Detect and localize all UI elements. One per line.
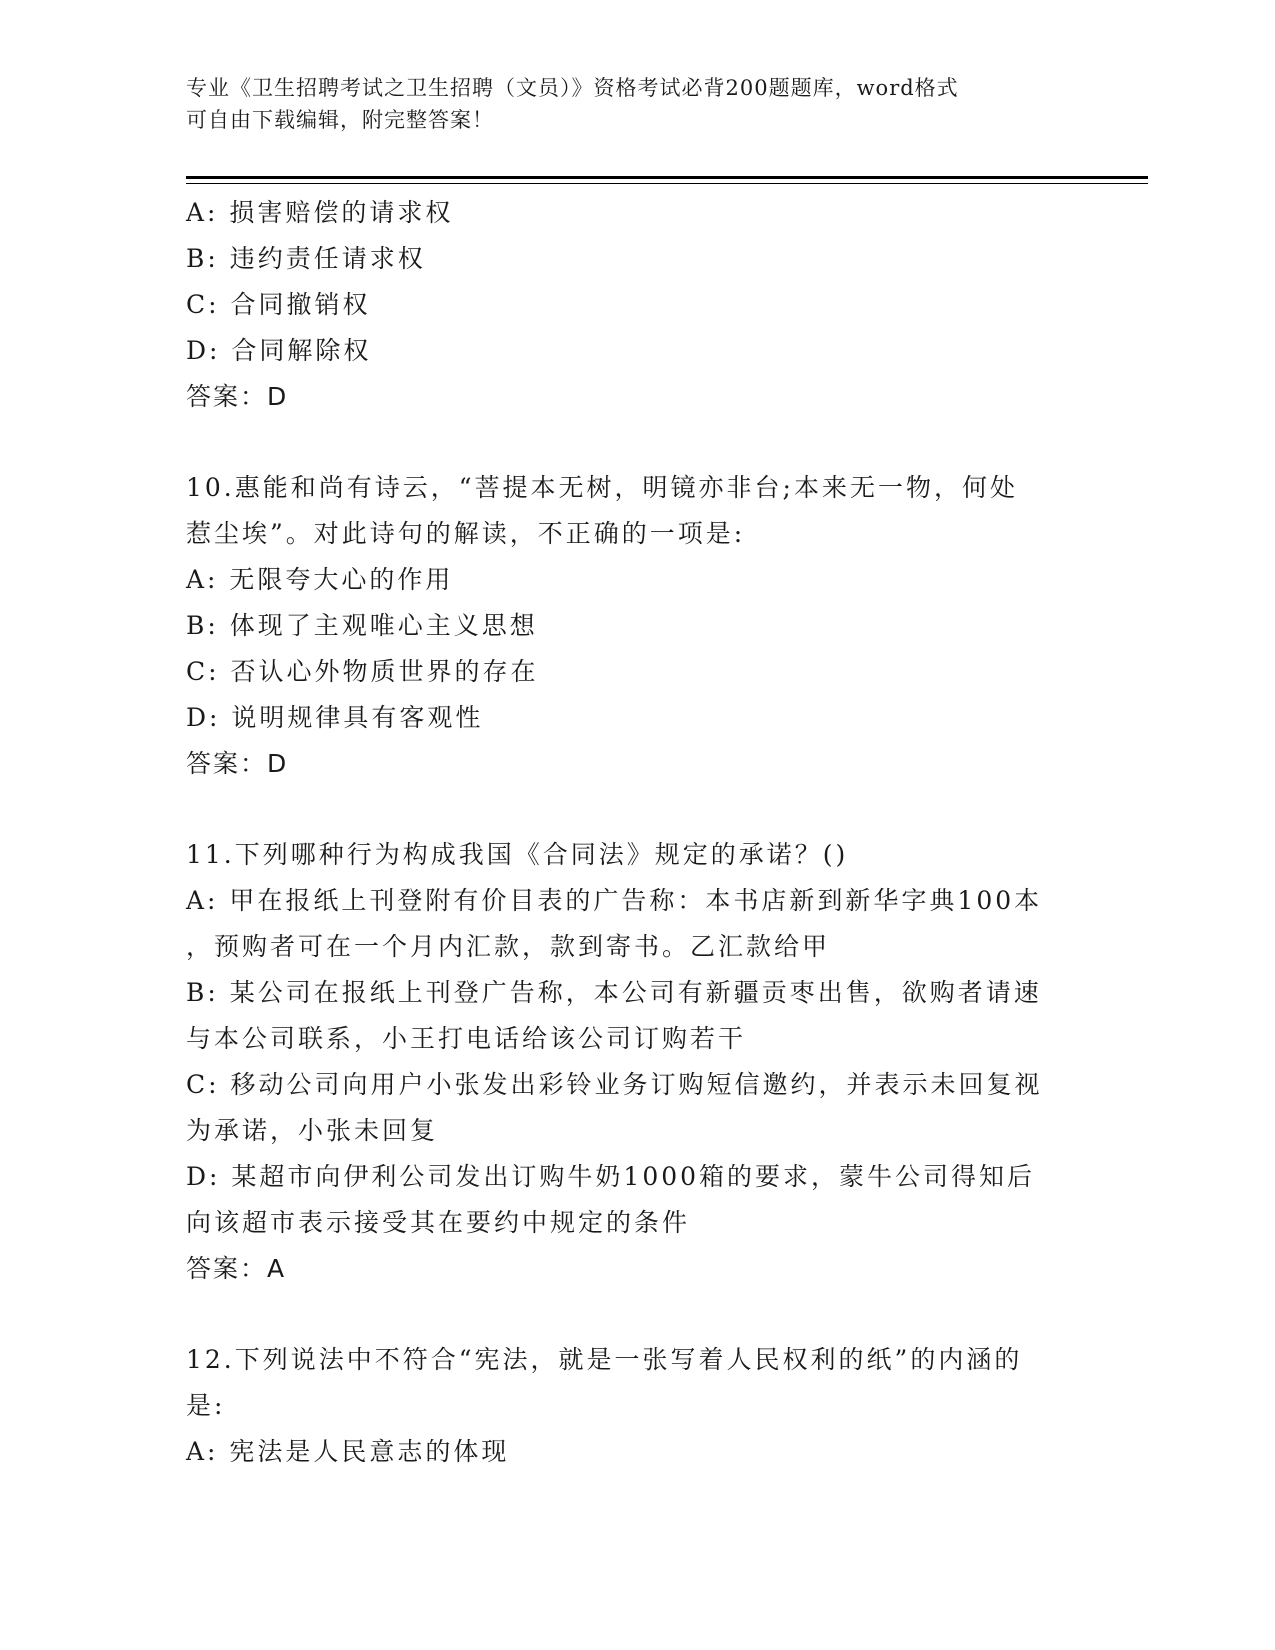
option-a-continued: ，预购者可在一个月内汇款，款到寄书。乙汇款给甲	[186, 932, 831, 961]
question-stem: 10.惠能和尚有诗云，“菩提本无树，明镜亦非台;本来无一物，何处	[186, 473, 1018, 502]
question-stem: 11.下列哪种行为构成我国《合同法》规定的承诺？()	[186, 840, 849, 869]
question-stem-continued: 是:	[186, 1391, 226, 1420]
header-title-line-1: 专业《卫生招聘考试之卫生招聘（文员）》资格考试必背200题题库，word格式	[186, 76, 959, 100]
option-c: C: 否认心外物质世界的存在	[186, 657, 539, 686]
option-b: B: 体现了主观唯心主义思想	[186, 611, 538, 640]
question-11	[186, 832, 1086, 1292]
question-10	[186, 465, 1086, 787]
option-a: A: 损害赔偿的请求权	[186, 198, 454, 227]
question-9	[186, 190, 1086, 420]
option-b: B: 某公司在报纸上刊登广告称，本公司有新疆贡枣出售，欲购者请速	[186, 978, 1042, 1007]
option-d-continued: 向该超市表示接受其在要约中规定的条件	[186, 1208, 691, 1237]
question-list	[186, 190, 1086, 1475]
option-a: A: 宪法是人民意志的体现	[186, 1437, 510, 1466]
option-a: A: 无限夸大心的作用	[186, 565, 454, 594]
question-12	[186, 1337, 1086, 1475]
header-title-line-2: 可自由下载编辑，附完整答案！	[186, 108, 494, 132]
header-divider-thick	[186, 176, 1148, 179]
option-c-continued: 为承诺，小张未回复	[186, 1116, 439, 1145]
answer: 答案：D	[186, 749, 289, 778]
spacer	[186, 787, 1086, 832]
question-stem: 12.下列说法中不符合“宪法，就是一张写着人民权利的纸”的内涵的	[186, 1345, 1023, 1374]
option-d: D: 合同解除权	[186, 336, 372, 365]
option-d: D: 某超市向伊利公司发出订购牛奶1000箱的要求，蒙牛公司得知后	[186, 1162, 1036, 1191]
option-c: C: 合同撤销权	[186, 290, 371, 319]
question-stem-continued: 惹尘埃”。对此诗句的解读，不正确的一项是:	[186, 519, 746, 548]
option-a: A: 甲在报纸上刊登附有价目表的广告称：本书店新到新华字典100本	[186, 886, 1043, 915]
option-b-continued: 与本公司联系，小王打电话给该公司订购若干	[186, 1024, 747, 1053]
option-d: D: 说明规律具有客观性	[186, 703, 484, 732]
header-divider-thin	[186, 183, 1148, 184]
page-header	[186, 72, 1086, 136]
answer: 答案：D	[186, 382, 289, 411]
spacer	[186, 1292, 1086, 1337]
option-c: C: 移动公司向用户小张发出彩铃业务订购短信邀约，并表示未回复视	[186, 1070, 1043, 1099]
option-b: B: 违约责任请求权	[186, 244, 426, 273]
spacer	[186, 420, 1086, 465]
answer: 答案：A	[186, 1254, 287, 1283]
